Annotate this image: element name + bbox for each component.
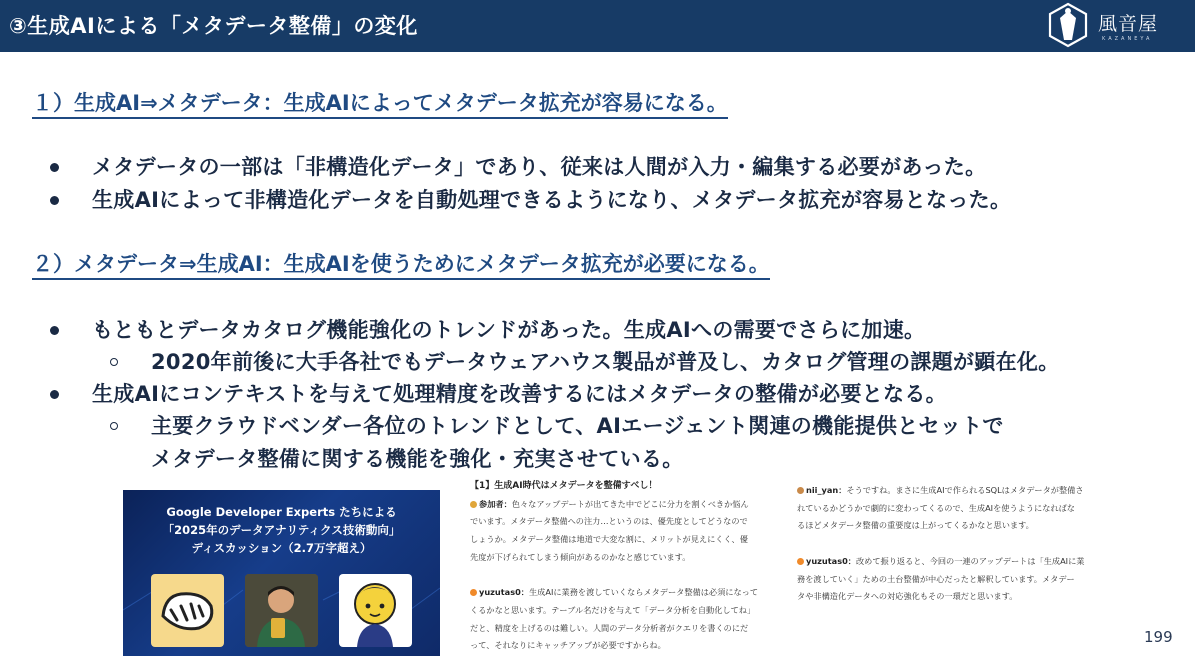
article-column-right: [797, 482, 1084, 606]
article-text-line: しょうか。メタデータ整備は地道で大変な割に、メリットが見えにくく、優: [470, 534, 748, 545]
header-bar: [0, 0, 1195, 52]
company-logo: [1046, 2, 1186, 50]
article-text-line: くるかなと思います。テーブル名だけを与えて「データ分析を自動化してね」: [470, 604, 756, 615]
article-text-line: でいます。メタデータ整備への注力…というのは、優先度としてどうなので: [470, 516, 748, 527]
bullet-icon: [50, 326, 59, 335]
avatar-illustration-1: [151, 574, 224, 647]
thumbnail-line-3: ディスカッション（2.7万字超え）: [191, 541, 372, 555]
thumbnail-line-1: Google Developer Experts たちによる: [166, 505, 397, 519]
article-text-line: 務を渡していく」ための土台整備が中心だったと解釈しています。メタデー: [797, 573, 1075, 584]
logo-subtext: KAZANEYA: [1102, 36, 1153, 42]
bullet-icon: [50, 196, 59, 205]
section2-subbullet-1: 2020年前後に大手各社でもデータウェアハウス製品が普及し、カタログ管理の課題が顕在化。: [151, 350, 1060, 374]
sub-bullet-icon: [110, 358, 118, 366]
speaker-name: 参加者：: [479, 498, 512, 509]
speaker-name: yuzutas0：: [479, 587, 529, 598]
speaker-name: yuzutas0：: [806, 555, 856, 566]
article-thumbnail: [123, 490, 440, 656]
section2-heading: ２）メタデータ⇒生成AI：生成AIを使うためにメタデータ拡充が必要になる。: [32, 252, 770, 280]
article-text-line: れているかどうかで劇的に変わってくるので、生成AIを使うようになればな: [797, 502, 1075, 513]
bullet-icon: [50, 163, 59, 172]
logo-text: 風音屋: [1098, 13, 1159, 35]
slide-title: ③生成AIによる「メタデータ整備」の変化: [9, 14, 418, 38]
bullet-icon: [50, 390, 59, 399]
sub-bullet-icon: [110, 422, 118, 430]
speaker-icon: [470, 501, 477, 508]
page-number: 199: [1144, 628, 1173, 646]
speaker-icon: [797, 487, 804, 494]
section2-bullet-2: 生成AIにコンテキストを与えて処理精度を改善するにはメタデータの整備が必要となる。: [92, 382, 947, 406]
section2-subbullet-2-line2: メタデータ整備に関する機能を強化・充実させている。: [151, 447, 684, 471]
article-text-line: 改めて振り返ると、今回の一連のアップデートは「生成AIに業: [855, 555, 1085, 566]
thumbnail-line-2: 「2025年のデータアナリティクス技術動向」: [162, 523, 401, 537]
speaker-name: nii_yan：: [806, 485, 847, 495]
article-text-line: 色々なアップデートが出てきた中でどこに分力を割くべきか悩ん: [511, 498, 749, 509]
speaker-icon: [470, 589, 477, 596]
article-text-line: だと、精度を上げるのは難しい。人間のデータ分析者がクエリを書くのにだ: [470, 622, 749, 633]
article-text-line: そうですね。まさに生成AIで作られるSQLはメタデータが整備さ: [846, 485, 1084, 495]
article-column-left: [470, 478, 758, 655]
section1-heading: １）生成AI⇒メタデータ：生成AIによってメタデータ拡充が容易になる。: [32, 91, 728, 119]
avatar-illustration-3: [339, 574, 412, 647]
section1-bullet-2: 生成AIによって非構造化データを自動処理できるようになり、メタデータ拡充が容易となった。: [92, 188, 1012, 212]
article-text-line: タや非構造化データへの対応強化もその一環だと思います。: [797, 591, 1018, 602]
section2-bullet-1: もともとデータカタログ機能強化のトレンドがあった。生成AIへの需要でさらに加速。: [92, 318, 926, 342]
speaker-icon: [797, 558, 804, 565]
article-title: 【1】生成AI時代はメタデータを整備すべし！: [470, 481, 658, 491]
section1-bullet-1: メタデータの一部は「非構造化データ」であり、従来は人間が入力・編集する必要があった。: [92, 155, 987, 179]
section2-subbullet-2-line1: 主要クラウドベンダー各位のトレンドとして、AIエージェント関連の機能提供とセットで: [151, 414, 1004, 438]
article-text-line: るほどメタデータ整備の重要度は上がってくるかなと思います。: [797, 520, 1034, 531]
logo-badge-icon: [1046, 2, 1090, 48]
article-text-line: 先度が下げられてしまう傾向があるのかなと感じています。: [470, 551, 691, 562]
article-text-line: 生成AIに業務を渡していくならメタデータ整備は必須になって: [528, 587, 759, 598]
article-text-line: って、それなりにキャッチアップが必要ですからね。: [470, 640, 666, 651]
avatar-photo-2: [245, 574, 318, 647]
